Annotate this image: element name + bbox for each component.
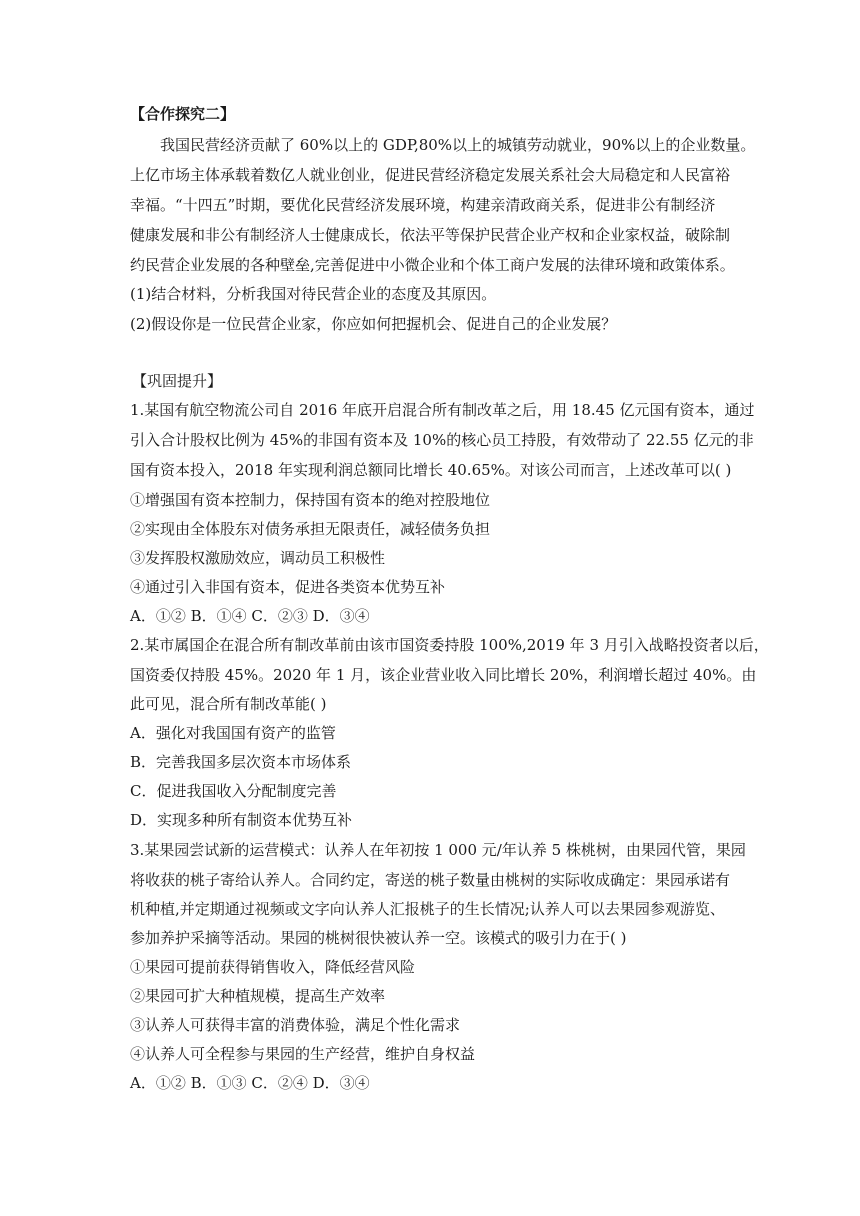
- q1-statement: ③发挥股权激励效应，调动员工积极性: [130, 549, 386, 567]
- q3-statement: ④认养人可全程参与果园的生产经营，维护自身权益: [130, 1045, 476, 1063]
- question-1: (1)结合材料，分析我国对待民营企业的态度及其原因。: [130, 285, 497, 303]
- q3-statement: ③认养人可获得丰富的消费体验，满足个性化需求: [130, 1016, 461, 1034]
- q2-option-d: D．实现多种所有制资本优势互补: [130, 811, 353, 829]
- q1-stem-line: 1.某国有航空物流公司自 2016 年底开启混合所有制改革之后，用 18.45 亿元国有资本，通过: [130, 401, 755, 419]
- q2-option-c: C．促进我国收入分配制度完善: [130, 782, 337, 800]
- q3-stem-line: 机种植,并定期通过视频或文字向认养人汇报桃子的生长情况;认养人可以去果园参观游览、: [130, 900, 725, 918]
- q1-statement: ①增强国有资本控制力，保持国有资本的绝对控股地位: [130, 491, 491, 509]
- q1-options: A．①② B．①④ C．②③ D．③④: [130, 607, 370, 625]
- q2-option-b: B．完善我国多层次资本市场体系: [130, 753, 352, 771]
- paragraph-line: 上亿市场主体承载着数亿人就业创业，促进民营经济稳定发展关系社会大局稳定和人民富裕: [130, 166, 731, 184]
- q3-options: A．①② B．①③ C．②④ D．③④: [130, 1074, 370, 1092]
- q3-stem-line: 将收获的桃子寄给认养人。合同约定，寄送的桃子数量由桃树的实际收成确定：果园承诺有: [130, 871, 731, 889]
- q3-statement: ②果园可扩大种植规模，提高生产效率: [130, 987, 386, 1005]
- q2-stem-line: 此可见，混合所有制改革能( ): [130, 695, 327, 713]
- section-heading-consolidation: 【巩固提升】: [132, 372, 223, 390]
- q1-stem-line: 引入合计股权比例为 45%的非国有资本及 10%的核心员工持股，有效带动了 22.55 亿元的非: [130, 431, 754, 449]
- q2-option-a: A．强化对我国国有资产的监管: [130, 724, 336, 742]
- paragraph-line: 健康发展和非公有制经济人士健康成长，依法平等保护民营企业产权和企业家权益，破除制: [130, 226, 731, 244]
- question-2: (2)假设你是一位民营企业家，你应如何把握机会、促进自己的企业发展？: [130, 315, 617, 333]
- q3-stem-line: 参加养护采摘等活动。果园的桃树很快被认养一空。该模式的吸引力在于( ): [130, 929, 627, 947]
- q3-statement: ①果园可提前获得销售收入，降低经营风险: [130, 958, 416, 976]
- q2-stem-line: 国资委仅持股 45%。2020 年 1 月，该企业营业收入同比增长 20%，利润增长超过 40%。由: [130, 666, 757, 684]
- q1-statement: ②实现由全体股东对债务承担无限责任，减轻债务负担: [130, 520, 491, 538]
- paragraph-line: 约民营企业发展的各种壁垒,完善促进中小微企业和个体工商户发展的法律环境和政策体系。: [130, 256, 735, 274]
- q1-stem-line: 国有资本投入，2018 年实现利润总额同比增长 40.65%。对该公司而言，上述改革可以( ): [130, 461, 732, 479]
- paragraph-line: 我国民营经济贡献了 60%以上的 GDP,80%以上的城镇劳动就业，90%以上的企业数量。: [160, 136, 756, 154]
- q3-stem-line: 3.某果园尝试新的运营模式：认养人在年初按 1 000 元/年认养 5 株桃树，由果园代管，果园: [130, 841, 746, 859]
- q2-stem-line: 2.某市属国企在混合所有制改革前由该市国资委持股 100%,2019 年 3 月引入战略投资者以后，: [130, 636, 769, 654]
- paragraph-line: 幸福。“十四五”时期，要优化民营经济发展环境，构建亲清政商关系，促进非公有制经济: [130, 196, 716, 214]
- q1-statement: ④通过引入非国有资本，促进各类资本优势互补: [130, 578, 446, 596]
- section-heading-cooperation: 【合作探究二】: [130, 105, 236, 123]
